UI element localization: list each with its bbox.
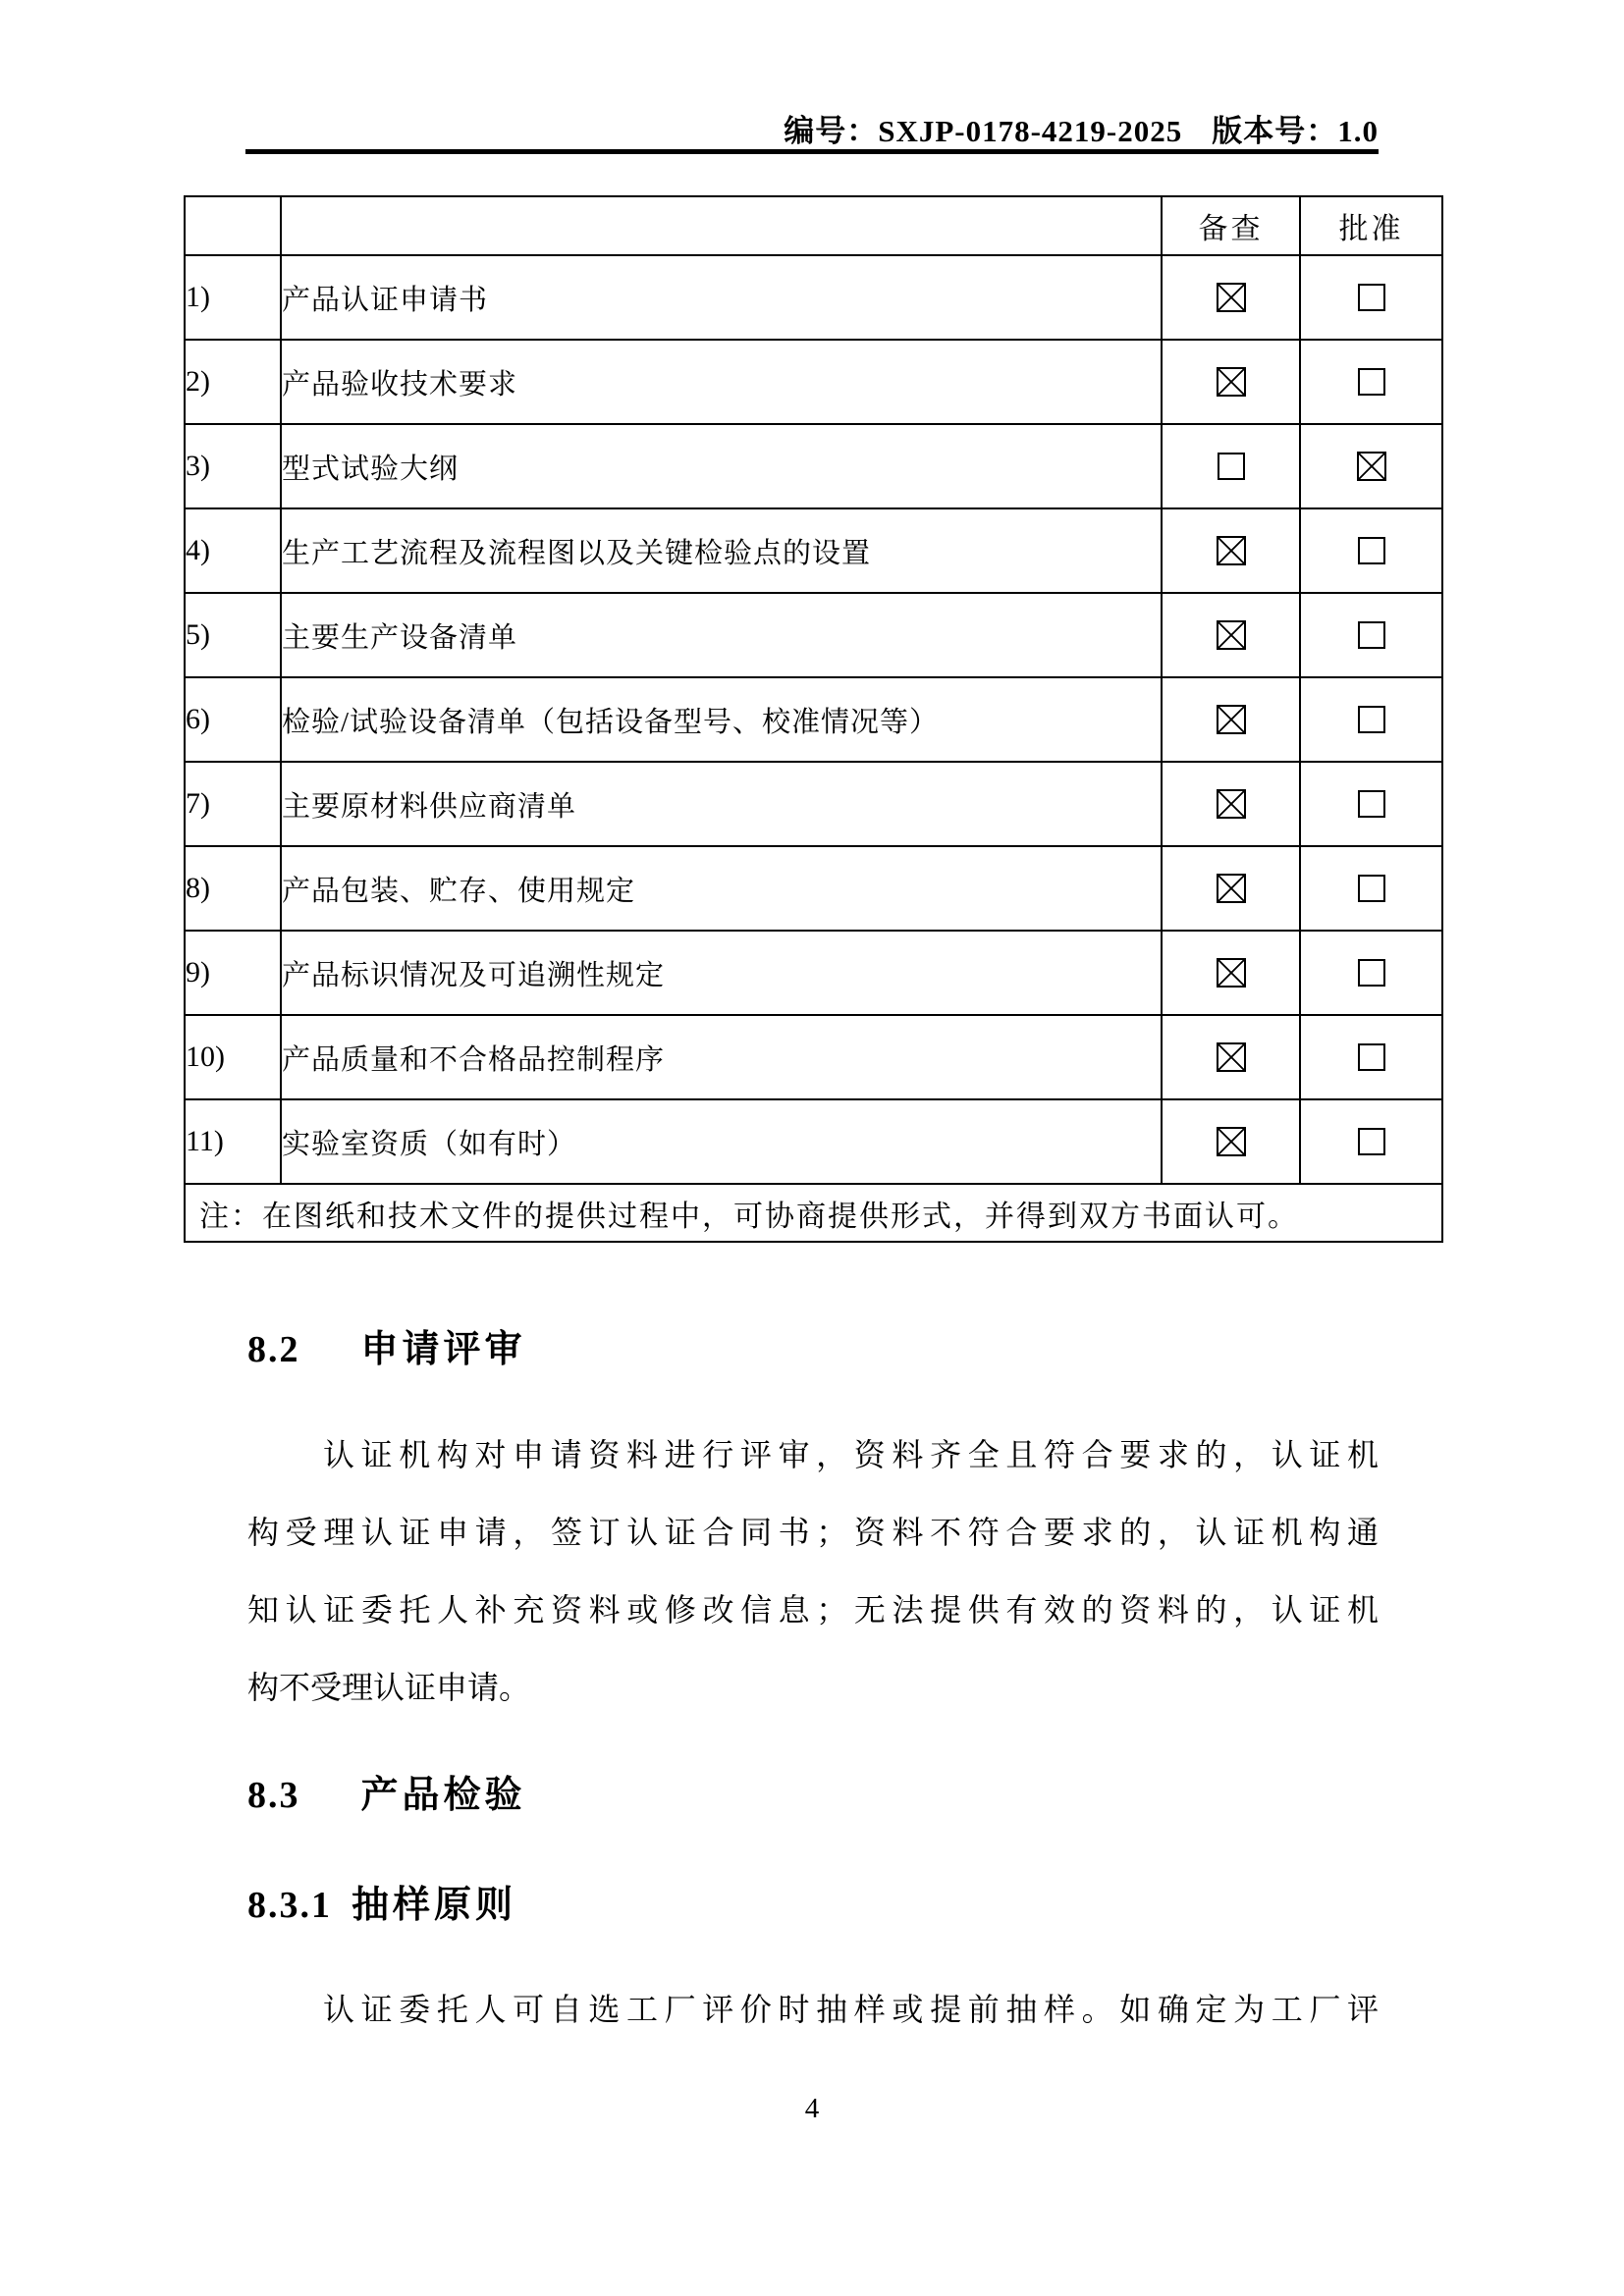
beicha-cell [1162, 508, 1300, 593]
row-number: 9) [185, 931, 281, 1015]
checkbox-checked-icon [1217, 536, 1246, 565]
checkbox-checked-icon [1217, 283, 1246, 312]
row-label: 产品质量和不合格品控制程序 [281, 1015, 1162, 1099]
checkbox-checked-icon [1217, 958, 1246, 988]
checkbox-empty-icon [1358, 621, 1385, 649]
section-8-3-1-paragraph [247, 1971, 1379, 2049]
column-header-beicha: 备查 [1162, 196, 1300, 255]
checkbox-empty-icon [1358, 959, 1385, 987]
row-label: 主要生产设备清单 [281, 593, 1162, 677]
pizhun-cell [1300, 1099, 1442, 1184]
row-number: 4) [185, 508, 281, 593]
table-row [185, 931, 1442, 1015]
checkbox-empty-icon [1358, 284, 1385, 311]
table-row [185, 762, 1442, 846]
section-8-2-paragraph [247, 1416, 1379, 1727]
section-heading-8-3-1 [247, 1887, 516, 1924]
pizhun-cell [1300, 846, 1442, 931]
table-row [185, 255, 1442, 340]
checkbox-empty-icon [1358, 537, 1385, 564]
table-row [185, 508, 1442, 593]
pizhun-cell [1300, 424, 1442, 508]
beicha-cell [1162, 846, 1300, 931]
checklist-rows [185, 255, 1442, 1184]
section-heading-8-2 [247, 1331, 526, 1368]
paragraph-line: 构不受理认证申请。 [247, 1670, 531, 1705]
beicha-cell [1162, 255, 1300, 340]
beicha-cell [1162, 762, 1300, 846]
page-number: 4 [804, 2093, 820, 2124]
table-row [185, 1099, 1442, 1184]
table-row [185, 846, 1442, 931]
checkbox-empty-icon [1358, 1043, 1385, 1071]
section-title: 申请评审 [360, 1329, 526, 1370]
beicha-cell [1162, 931, 1300, 1015]
checklist-table [184, 195, 1443, 1243]
checkbox-checked-icon [1217, 367, 1246, 397]
row-label: 生产工艺流程及流程图以及关键检验点的设置 [281, 508, 1162, 593]
table-row [185, 424, 1442, 508]
row-number: 2) [185, 340, 281, 424]
pizhun-cell [1300, 677, 1442, 762]
pizhun-cell [1300, 762, 1442, 846]
section-title: 抽样原则 [352, 1885, 517, 1926]
checkbox-checked-icon [1217, 1042, 1246, 1072]
table-note: 注：在图纸和技术文件的提供过程中，可协商提供形式，并得到双方书面认可。 [185, 1184, 1442, 1242]
section-title: 产品检验 [360, 1775, 526, 1816]
row-label: 型式试验大纲 [281, 424, 1162, 508]
row-number: 7) [185, 762, 281, 846]
section-number: 8.2 [247, 1329, 300, 1370]
header-rule [245, 149, 1379, 154]
table-row [185, 593, 1442, 677]
checkbox-checked-icon [1217, 874, 1246, 903]
row-number: 10) [185, 1015, 281, 1099]
pizhun-cell [1300, 255, 1442, 340]
row-label: 产品标识情况及可追溯性规定 [281, 931, 1162, 1015]
pizhun-cell [1300, 1015, 1442, 1099]
header-cell-empty-label [281, 196, 1162, 255]
beicha-cell [1162, 340, 1300, 424]
pizhun-cell [1300, 593, 1442, 677]
table-note-row [185, 1184, 1442, 1242]
row-label: 实验室资质（如有时） [281, 1099, 1162, 1184]
paragraph-line: 认证机构对申请资料进行评审，资料齐全且符合要求的，认证机 [323, 1437, 1379, 1472]
pizhun-cell [1300, 340, 1442, 424]
column-header-pizhun: 批准 [1300, 196, 1442, 255]
pizhun-cell [1300, 931, 1442, 1015]
checkbox-checked-icon [1217, 1127, 1246, 1156]
document-header [245, 106, 1379, 150]
checkbox-checked-icon [1357, 452, 1386, 481]
table-row [185, 1015, 1442, 1099]
checkbox-empty-icon [1358, 790, 1385, 818]
beicha-cell [1162, 424, 1300, 508]
checkbox-checked-icon [1217, 620, 1246, 650]
checkbox-empty-icon [1358, 1128, 1385, 1155]
checkbox-empty-icon [1358, 875, 1385, 902]
beicha-cell [1162, 677, 1300, 762]
row-number: 5) [185, 593, 281, 677]
row-label: 主要原材料供应商清单 [281, 762, 1162, 846]
doc-version: 版本号：1.0 [1212, 114, 1379, 148]
checkbox-empty-icon [1358, 368, 1385, 396]
beicha-cell [1162, 1015, 1300, 1099]
header-cell-empty-num [185, 196, 281, 255]
pizhun-cell [1300, 508, 1442, 593]
beicha-cell [1162, 593, 1300, 677]
table-row [185, 340, 1442, 424]
section-number: 8.3 [247, 1775, 300, 1816]
paragraph-line: 构受理认证申请，签订认证合同书；资料不符合要求的，认证机构通 [247, 1515, 1379, 1550]
row-number: 11) [185, 1099, 281, 1184]
checkbox-checked-icon [1217, 789, 1246, 819]
checkbox-checked-icon [1217, 705, 1246, 734]
row-number: 1) [185, 255, 281, 340]
section-number: 8.3.1 [247, 1885, 332, 1926]
checkbox-empty-icon [1358, 706, 1385, 733]
beicha-cell [1162, 1099, 1300, 1184]
table-row [185, 677, 1442, 762]
row-number: 8) [185, 846, 281, 931]
row-number: 6) [185, 677, 281, 762]
row-label: 产品认证申请书 [281, 255, 1162, 340]
section-heading-8-3 [247, 1777, 526, 1814]
checkbox-empty-icon [1218, 453, 1245, 480]
row-label: 产品包装、贮存、使用规定 [281, 846, 1162, 931]
row-label: 产品验收技术要求 [281, 340, 1162, 424]
paragraph-line: 认证委托人可自选工厂评价时抽样或提前抽样。如确定为工厂评 [323, 1992, 1379, 2027]
row-label: 检验/试验设备清单（包括设备型号、校准情况等） [281, 677, 1162, 762]
table-header-row [185, 196, 1442, 255]
paragraph-line: 知认证委托人补充资料或修改信息；无法提供有效的资料的，认证机 [247, 1592, 1379, 1628]
row-number: 3) [185, 424, 281, 508]
doc-number: 编号：SXJP-0178-4219-2025 [784, 114, 1183, 148]
